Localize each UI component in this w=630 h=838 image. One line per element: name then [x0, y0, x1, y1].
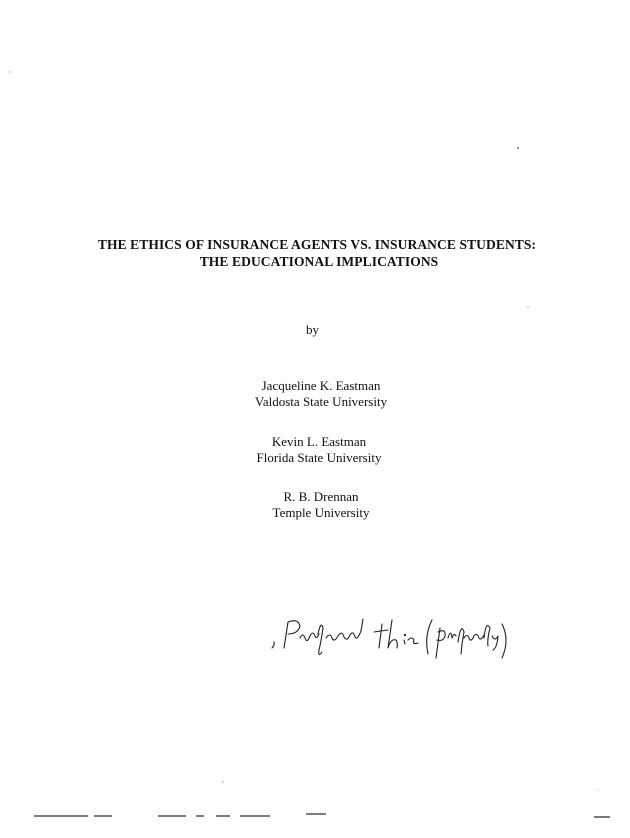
byline: by: [306, 322, 319, 337]
title-line-2: THE EDUCATIONAL IMPLICATIONS: [199, 254, 439, 269]
author-block-1: [0, 378, 630, 410]
scan-edge-marks: [0, 806, 630, 826]
author-affiliation: Valdosta State University: [254, 394, 388, 409]
author-name: Jacqueline K. Eastman: [261, 378, 381, 393]
author-name: Kevin L. Eastman: [271, 434, 367, 449]
author-name: R. B. Drennan: [283, 489, 359, 504]
handwritten-annotation: [270, 608, 510, 668]
author-block-2: [0, 434, 630, 466]
author-block-3: [0, 489, 630, 521]
document-title: [0, 236, 630, 270]
title-line-1: THE ETHICS OF INSURANCE AGENTS VS. INSURANCE STUDENTS:: [97, 237, 537, 252]
author-affiliation: Temple University: [272, 505, 370, 520]
author-affiliation: Florida State University: [256, 450, 382, 465]
